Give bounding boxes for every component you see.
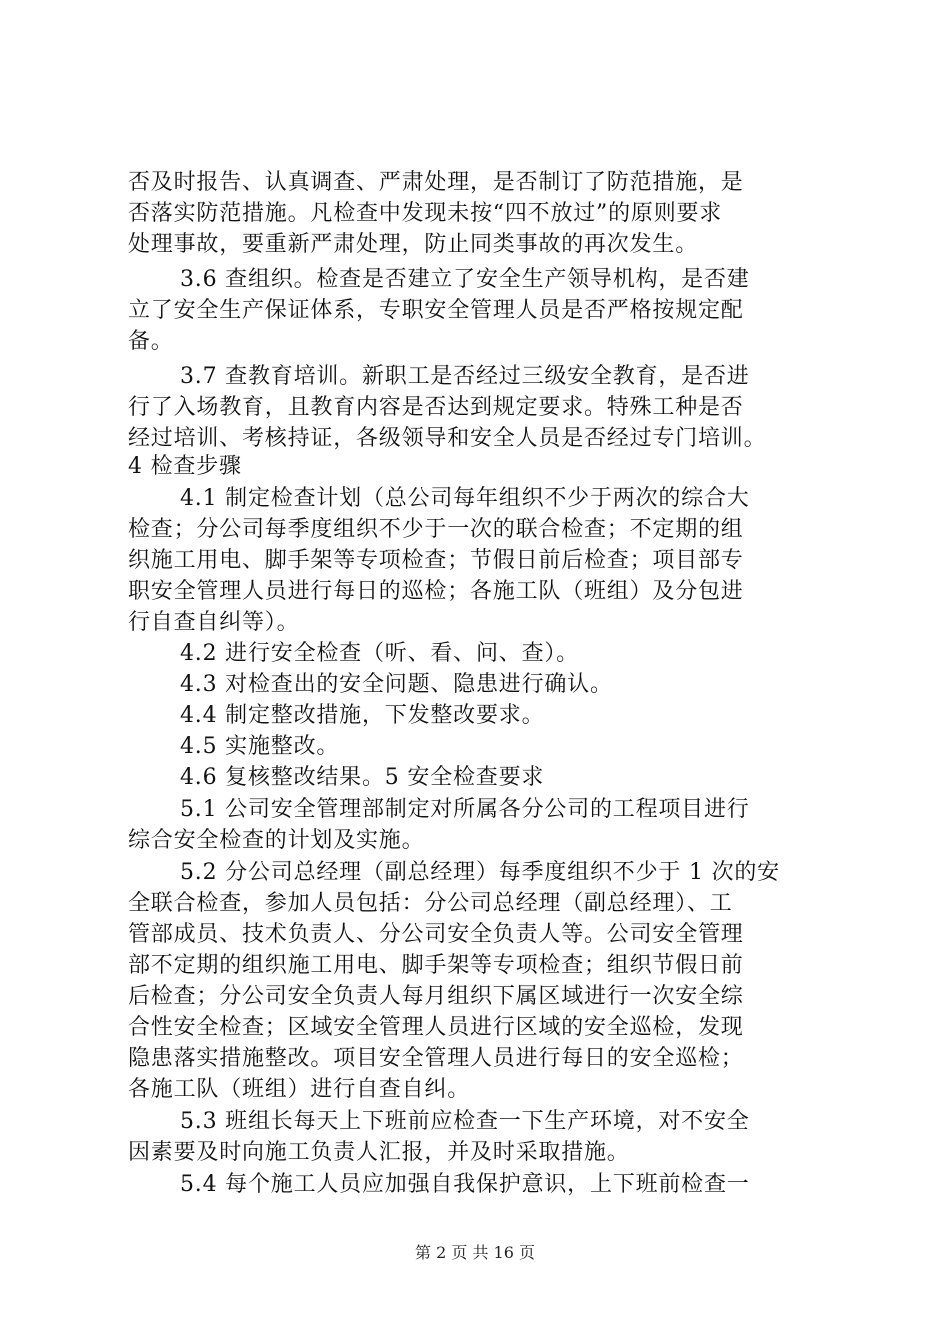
text-line: 备。 <box>128 329 174 354</box>
text-line: 部不定期的组织施工用电、脚手架等专项检查；组织节假日前 <box>128 953 744 978</box>
text-line: 5.3 班组长每天上下班前应检查一下生产环境，对不安全 <box>180 1109 750 1134</box>
text-line: 3.7 查教育培训。新职工是否经过三级安全教育，是否进 <box>180 364 750 389</box>
text-line: 综合安全检查的计划及实施。 <box>128 828 425 853</box>
text-line: 否及时报告、认真调查、严肃处理，是否制订了防范措施，是 <box>128 170 744 195</box>
text-line: 3.6 查组织。检查是否建立了安全生产领导机构，是否建 <box>180 267 750 292</box>
text-line: 行自查自纠等）。 <box>128 610 300 635</box>
text-line: 4.4 制定整改措施，下发整改要求。 <box>180 703 545 728</box>
text-line: 立了安全生产保证体系，专职安全管理人员是否严格按规定配 <box>128 298 744 323</box>
text-line: 5.2 分公司总经理（副总经理）每季度组织不少于 1 次的安 <box>180 860 780 885</box>
text-line: 4.2 进行安全检查（听、看、问、查）。 <box>180 641 579 666</box>
text-line: 5.4 每个施工人员应加强自我保护意识，上下班前检查一 <box>180 1172 750 1197</box>
text-line: 否落实防范措施。凡检查中发现未按“四不放过”的原则要求 <box>128 201 723 226</box>
text-line: 后检查；分公司安全负责人每月组织下属区域进行一次安全综 <box>128 984 744 1009</box>
text-line: 管部成员、技术负责人、分公司安全负责人等。公司安全管理 <box>128 922 744 947</box>
text-line: 因素要及时向施工负责人汇报，并及时采取措施。 <box>128 1140 630 1165</box>
text-line: 4.5 实施整改。 <box>180 734 340 759</box>
text-line: 职安全管理人员进行每日的巡检；各施工队（班组）及分包进 <box>128 579 744 604</box>
text-line: 4.3 对检查出的安全问题、隐患进行确认。 <box>180 672 613 697</box>
page-number-footer: 第 2 页 共 16 页 <box>415 1243 535 1262</box>
text-line: 4.1 制定检查计划（总公司每年组织不少于两次的综合大 <box>180 486 750 511</box>
text-line: 处理事故，要重新严肃处理，防止同类事故的再次发生。 <box>128 232 699 257</box>
text-line: 4.6 复核整改结果。5 安全检查要求 <box>180 765 545 790</box>
text-line: 检查；分公司每季度组织不少于一次的联合检查；不定期的组 <box>128 517 744 542</box>
text-line: 各施工队（班组）进行自查自纠。 <box>128 1077 471 1102</box>
text-line: 行了入场教育，且教育内容是否达到规定要求。特殊工种是否 <box>128 395 744 420</box>
section-heading: 4 检查步骤 <box>128 454 242 479</box>
text-line: 全联合检查，参加人员包括：分公司总经理（副总经理）、工 <box>128 891 733 916</box>
text-line: 合性安全检查；区域安全管理人员进行区域的安全巡检，发现 <box>128 1015 744 1040</box>
text-line: 经过培训、考核持证，各级领导和安全人员是否经过专门培训。 <box>128 426 767 451</box>
text-line: 5.1 公司安全管理部制定对所属各分公司的工程项目进行 <box>180 797 750 822</box>
text-line: 隐患落实措施整改。项目安全管理人员进行每日的安全巡检； <box>128 1046 744 1071</box>
text-line: 织施工用电、脚手架等专项检查；节假日前后检查；项目部专 <box>128 548 744 573</box>
